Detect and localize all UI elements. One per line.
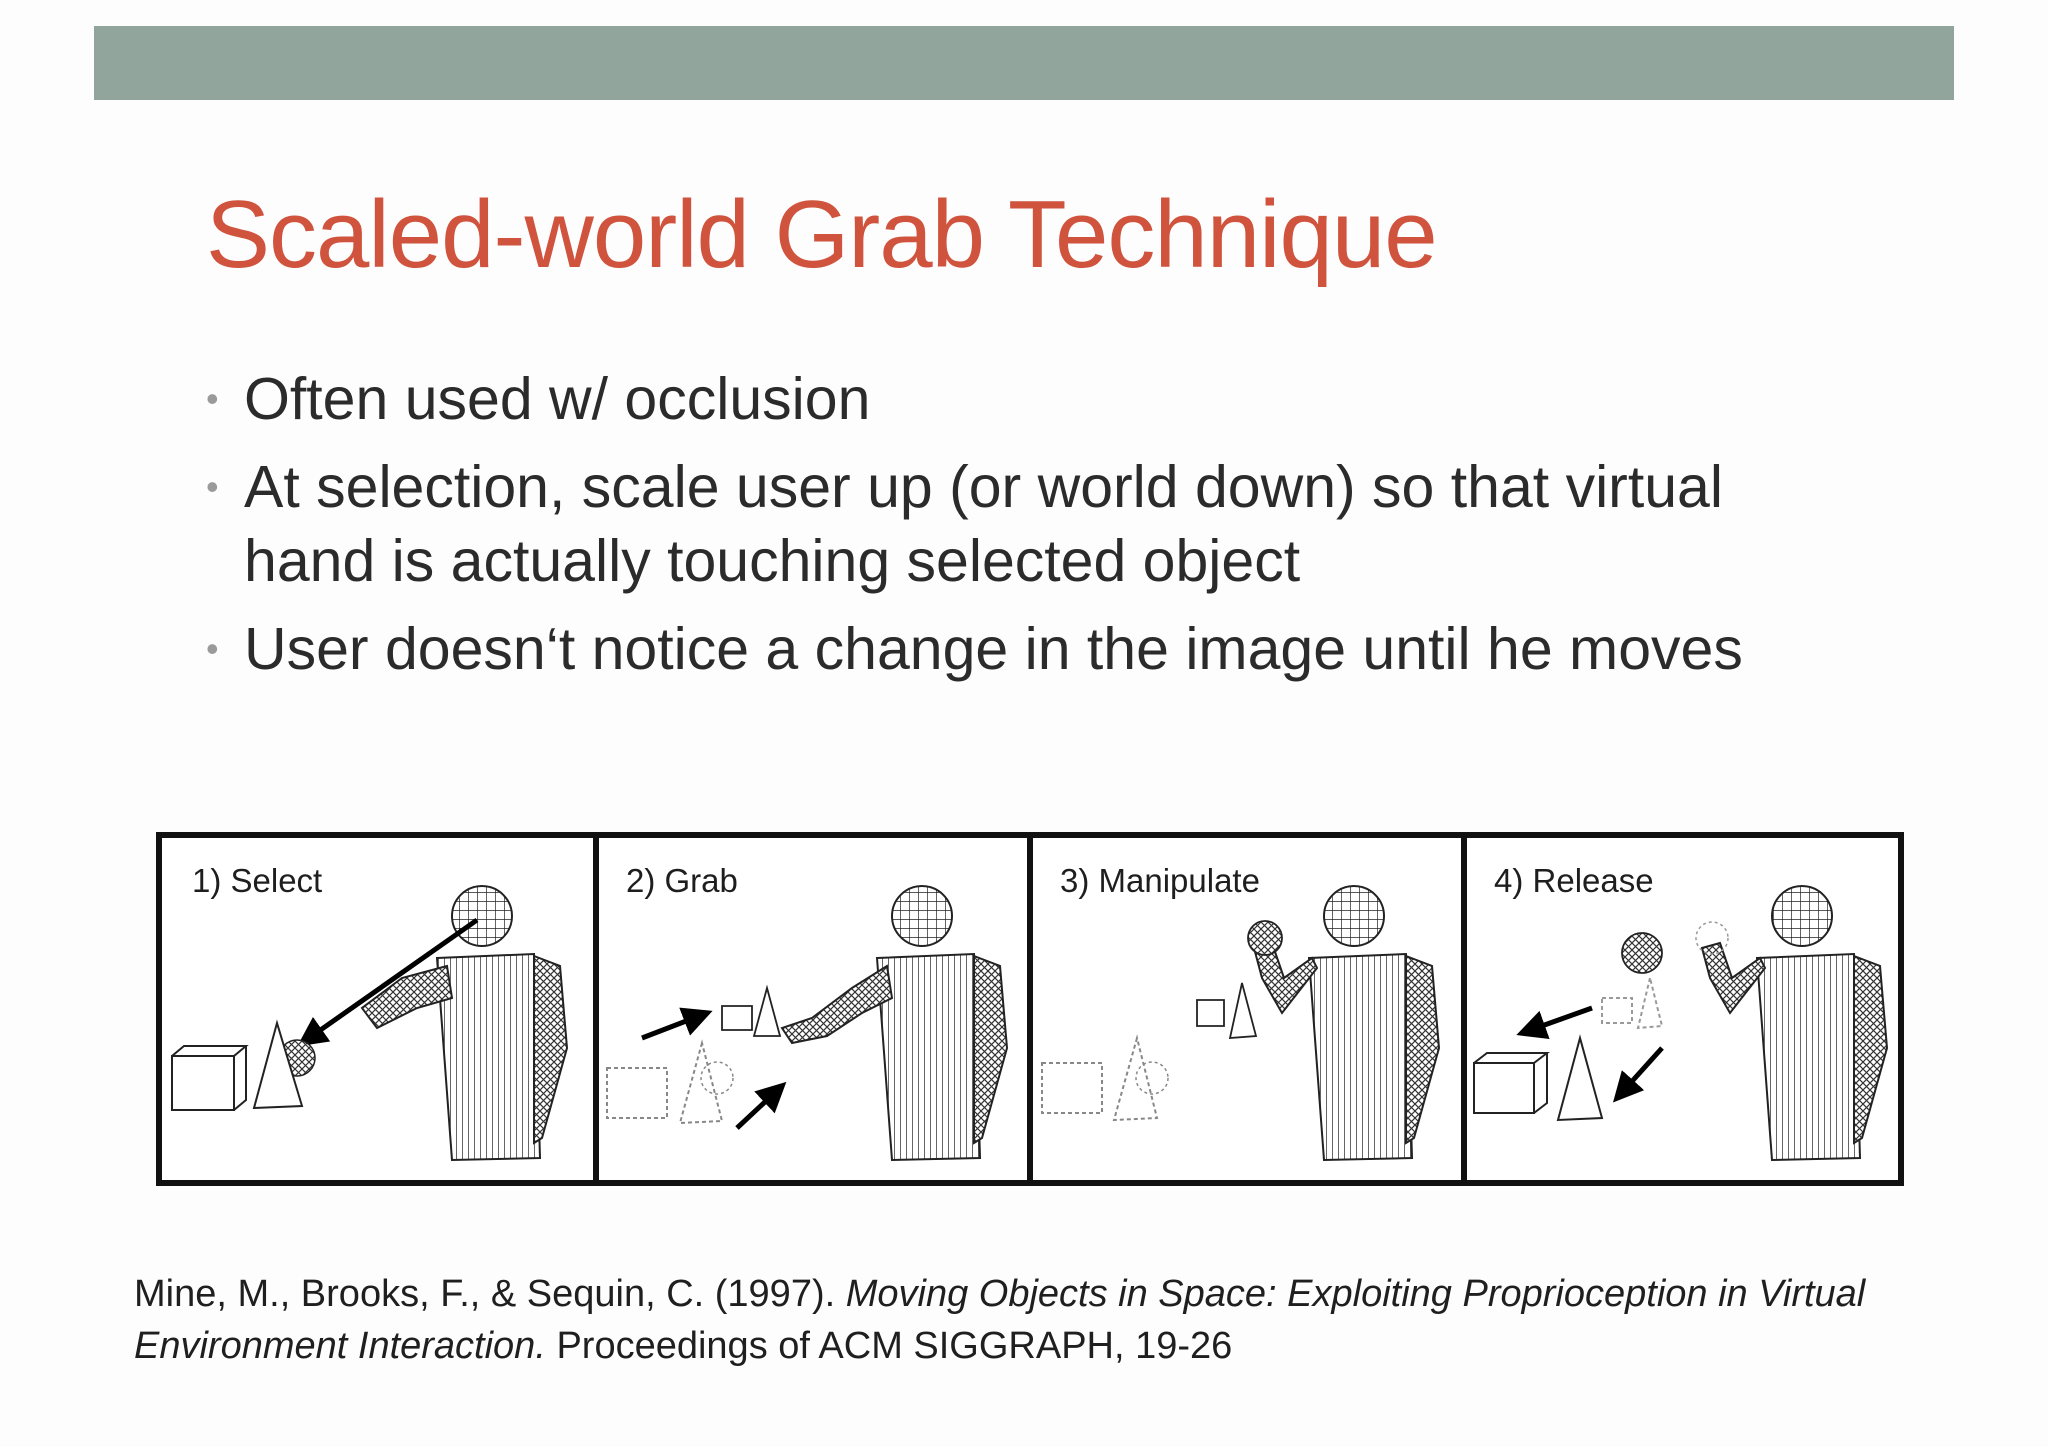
citation-venue: Proceedings of ACM SIGGRAPH, 19-26 bbox=[545, 1325, 1233, 1367]
header-bar bbox=[94, 26, 1954, 100]
citation bbox=[134, 1268, 1994, 1372]
panel-grab-drawing bbox=[607, 886, 1007, 1160]
bullet-item: • User doesn‘t notice a change in the image until he moves bbox=[244, 612, 1864, 686]
panel-select-drawing bbox=[172, 886, 567, 1160]
panel-label-manipulate: 3) Manipulate bbox=[1060, 862, 1260, 899]
panel-manipulate-drawing bbox=[1042, 886, 1439, 1160]
slide-title: Scaled-world Grab Technique bbox=[206, 181, 1437, 288]
bullet-item: • At selection, scale user up (or world down) so that virtual hand is actually touching selected object bbox=[244, 450, 1864, 598]
bullet-list bbox=[244, 362, 1864, 700]
citation-title: Moving Objects in Space: Exploiting Proprioception in Virtual Environment Interaction. bbox=[134, 1273, 1866, 1367]
panel-release-drawing bbox=[1474, 886, 1887, 1160]
bullet-item: • Often used w/ occlusion bbox=[244, 362, 1864, 436]
citation-authors: Mine, M., Brooks, F., & Sequin, C. (1997). bbox=[134, 1273, 846, 1315]
panel-label-grab: 2) Grab bbox=[626, 862, 738, 899]
technique-figure bbox=[156, 832, 1904, 1186]
panel-label-select: 1) Select bbox=[192, 862, 323, 899]
panel-label-release: 4) Release bbox=[1494, 862, 1654, 899]
